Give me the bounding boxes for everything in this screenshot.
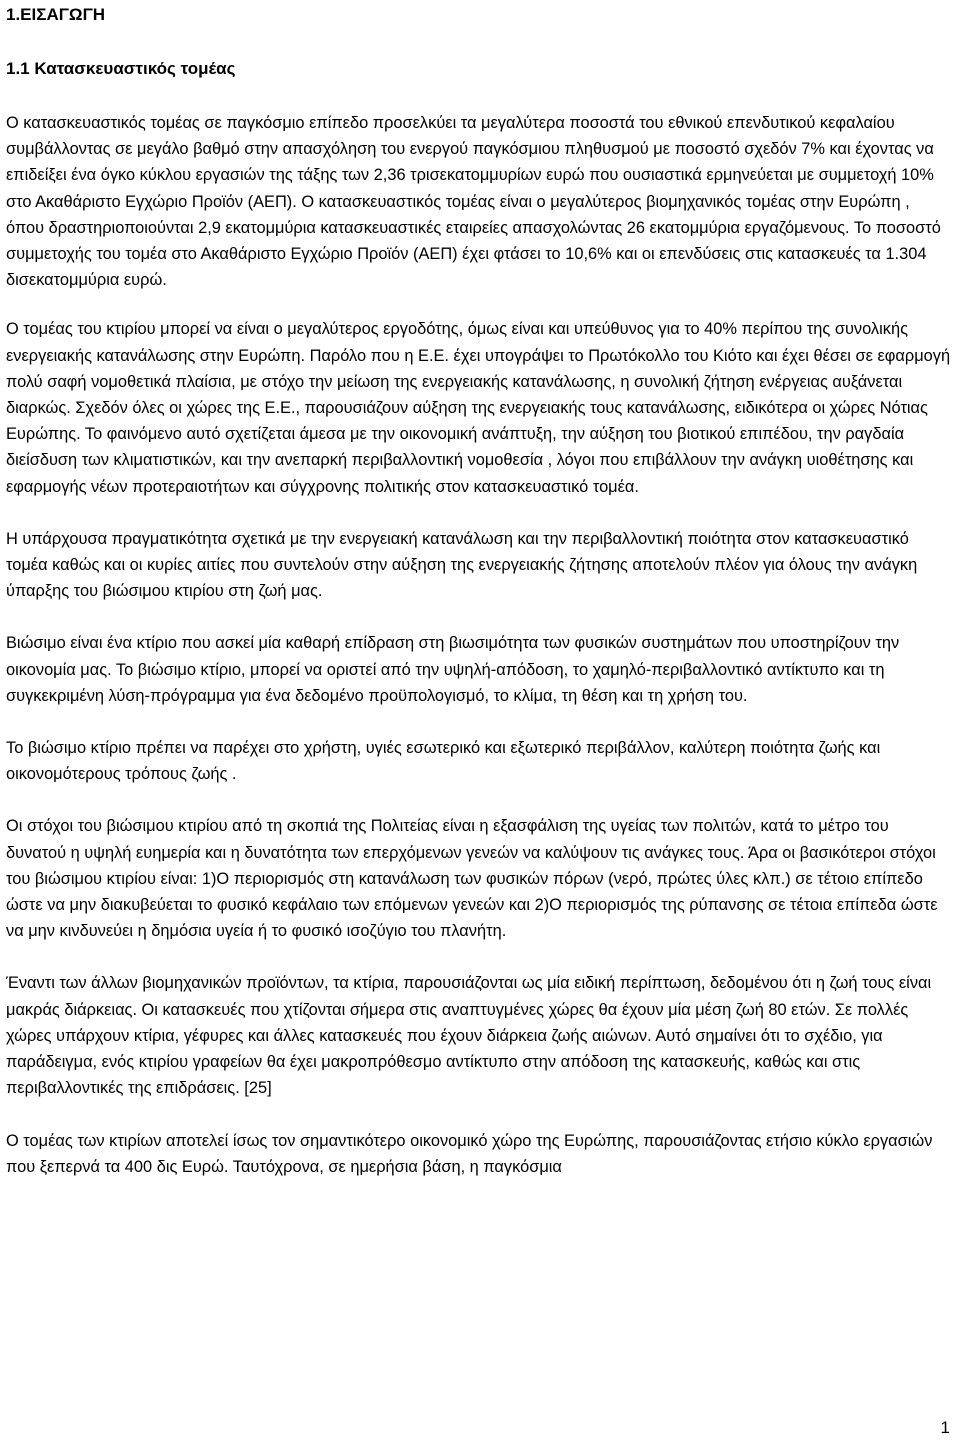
section-heading: 1.1 Κατασκευαστικός τομέας	[6, 59, 236, 78]
document-page	[6, 0, 952, 1180]
paragraph-sustainable-definition: Βιώσιμο είναι ένα κτίριο που ασκεί μία καθαρή επίδραση στη βιωσιμότητα των φυσικών συστημάτων που υποστηρίζουν την οικονομία μας. Το βιώσιμο κτίριο, μπορεί να οριστεί από την υψηλή-απόδοση, το χαμηλό-περιβαλλοντικό αντίκτυπο και τη συγκεκριμένη λύση-πρόγραμμα για ένα δεδομένο προϋπολογισμό, το κλίμα, τη θέση και τη χρήση του.	[6, 634, 900, 705]
paragraph-construction-sector: Ο κατασκευαστικός τομέας σε παγκόσμιο επίπεδο προσελκύει τα μεγαλύτερα ποσοστά του εθνικού επενδυτικού κεφαλαίου συμβάλλοντας σε μεγάλο βαθμό στην απασχόληση του ενεργού παγκόσμιου πληθυσμού με ποσοστό σχεδόν 7% και έχοντας να επιδείξει ένα όγκο κύκλου εργασιών της τάξης των 2,36 τρισεκατομμυρίων ευρώ που ουσιαστικά ερμηνεύεται με συμμετοχή 10% στο Ακαθάριστο Εγχώριο Προϊόν (ΑΕΠ). Ο κατασκευαστικός τομέας είναι ο μεγαλύτερος βιομηχανικός τομέας στην Ευρώπη , όπου δραστηριοποιούνται 2,9 εκατομμύρια κατασκευαστικές εταιρείες απασχολώντας 26 εκατομμύρια εργαζόμενους. Το ποσοστό συμμετοχής του τομέα στο Ακαθάριστο Εγχώριο Προϊόν (ΑΕΠ) έχει φτάσει το 10,6% και οι επενδύσεις στις κατασκευές τα 1.304 δισεκατομμύρια ευρώ.	[6, 114, 941, 290]
paragraph-building-lifespan: Έναντι των άλλων βιομηχανικών προϊόντων, τα κτίρια, παρουσιάζονται ως μία ειδική περίπτωση, δεδομένου ότι η ζωή τους είναι μακράς διάρκειας. Οι κατασκευές που χτίζονται σήμερα στις αναπτυγμένες χώρες θα έχουν μία μέση ζωή 80 ετών. Σε πολλές χώρες υπάρχουν κτίρια, γέφυρες και άλλες κατασκευές που έχουν διάρκεια ζωής αιώνων. Αυτό σημαίνει ότι το σχέδιο, για παράδειγμα, ενός κτιρίου γραφείων θα έχει μακροπρόθεσμο αντίκτυπο στην απόδοση της κατασκευής, καθώς και στις περιβαλλοντικές της επιδράσεις. [25]	[6, 974, 932, 1098]
paragraph-user-benefits: Το βιώσιμο κτίριο πρέπει να παρέχει στο χρήστη, υγιές εσωτερικό και εξωτερικό περιβάλλον, καλύτερη ποιότητα ζωής και οικονομότερους τρόπους ζωής .	[6, 739, 881, 784]
paragraph-current-reality: Η υπάρχουσα πραγματικότητα σχετικά με την ενεργειακή κατανάλωση και την περιβαλλοντική ποιότητα στον κατασκευαστικό τομέα καθώς και οι κυρίες αιτίες που συντελούν στην αύξηση της ενεργειακής ζήτησης αποτελούν πλέον για όλους την ανάγκη ύπαρξης του βιώσιμου κτιρίου στη ζωή μας.	[6, 529, 918, 601]
main-heading: 1.ΕΙΣΑΓΩΓΗ	[6, 5, 106, 24]
paragraph-building-economy: Ο τομέας των κτιρίων αποτελεί ίσως τον σημαντικότερο οικονομικό χώρο της Ευρώπης, παρουσιάζοντας ετήσιο κύκλο εργασιών που ξεπερνά τα 400 δις Ευρώ. Ταυτόχρονα, σε ημερήσια βάση, η παγκόσμια	[6, 1131, 933, 1176]
paragraph-goals: Οι στόχοι του βιώσιμου κτιρίου από τη σκοπιά της Πολιτείας είναι η εξασφάλιση της υγείας των πολιτών, κατά το μέτρο του δυνατού η υψηλή ευημερία και η δυνατότητα των επερχόμενων γενεών να καλύψουν τις ανάγκες τους. Άρα οι βασικότεροι στόχοι του βιώσιμου κτιρίου είναι: 1)Ο περιορισμός στη κατανάλωση των φυσικών πόρων (νερό, πρώτες ύλες κλπ.) σε τέτοιο επίπεδο ώστε να μην διακυβεύεται το φυσικό κεφάλαιο των επόμενων γενεών και 2)Ο περιορισμός της ρύπανσης σε τέτοια επίπεδα ώστε να μην κινδυνεύει η δημόσια υγεία ή το φυσικό ισοζύγιο του πλανήτη.	[6, 817, 938, 941]
paragraph-building-energy: Ο τομέας του κτιρίου μπορεί να είναι ο μεγαλύτερος εργοδότης, όμως είναι και υπεύθυνος για το 40% περίπου της συνολικής ενεργειακής κατανάλωσης στην Ευρώπη. Παρόλο που η Ε.Ε. έχει υπογράψει το Πρωτόκολλο του Κιότο και έχει θέσει σε εφαρμογή πολύ σαφή νομοθετικά πλαίσια, με στόχο την μείωση της ενεργειακής κατανάλωσης, η συνολική ζήτηση ενέργειας αυξάνεται διαρκώς. Σχεδόν όλες οι χώρες της Ε.Ε., παρουσιάζουν αύξηση της ενεργειακής τους κατανάλωσης, ειδικότερα οι χώρες Νότιας Ευρώπης. Το φαινόμενο αυτό σχετίζεται άμεσα με την οικονομική ανάπτυξη, την αύξηση του βιοτικού επιπέδου, την ραγδαία διείσδυση των κλιματιστικών, και την ανεπαρκή περιβαλλοντική νομοθεσία , λόγοι που επιβάλλουν την ανάγκη υιοθέτησης και εφαρμογής νέων προτεραιοτήτων και σύγχρονης πολιτικής στον κατασκευαστικό τομέα.	[6, 320, 951, 496]
page-number: 1	[940, 1418, 950, 1437]
